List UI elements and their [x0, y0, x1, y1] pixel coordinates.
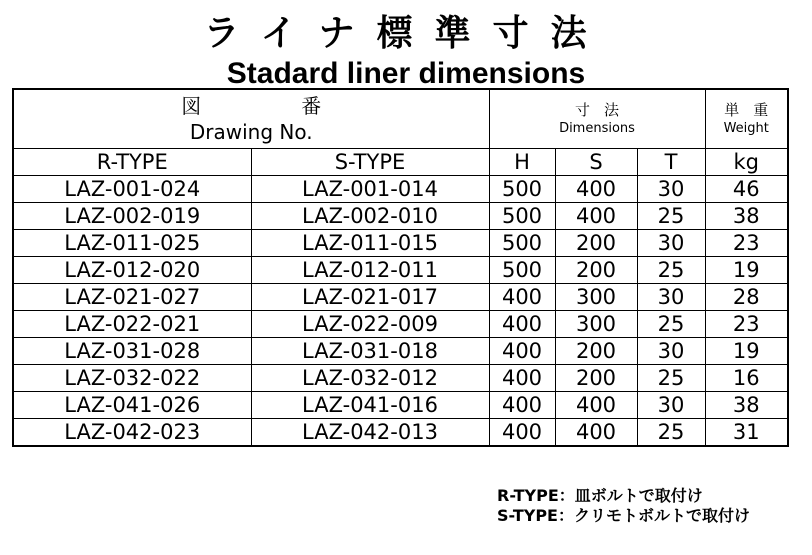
- table-row: [13, 338, 788, 365]
- size-value: 300: [555, 284, 637, 311]
- thickness-value: 25: [637, 203, 705, 230]
- r-type-drawing-number: LAZ-012-020: [13, 257, 251, 284]
- thickness-value: 25: [637, 311, 705, 338]
- note-s-type: S-TYPE：クリモトボルトで取付け: [497, 506, 750, 525]
- weight-value: 19: [705, 338, 788, 365]
- column-header-kg: kg: [705, 149, 788, 176]
- table-group-header-row: [13, 89, 788, 149]
- s-type-drawing-number: LAZ-021-017: [251, 284, 489, 311]
- drawing-number-header-en: Drawing No.: [189, 120, 313, 144]
- thickness-value: 25: [637, 257, 705, 284]
- table-row: [13, 257, 788, 284]
- column-header-r-type: R-TYPE: [13, 149, 251, 176]
- table-row: [13, 392, 788, 419]
- weight-value: 16: [705, 365, 788, 392]
- height-value: 400: [489, 311, 555, 338]
- page-title-english: Stadard liner dimensions: [226, 57, 586, 90]
- r-type-drawing-number: LAZ-022-021: [13, 311, 251, 338]
- table-row: [13, 176, 788, 203]
- column-header-h: H: [489, 149, 555, 176]
- liner-dimensions-table: [12, 88, 789, 447]
- dimensions-header-en: Dimensions: [559, 121, 635, 136]
- weight-value: 23: [705, 230, 788, 257]
- weight-value: 38: [705, 203, 788, 230]
- s-type-drawing-number: LAZ-031-018: [251, 338, 489, 365]
- thickness-value: 30: [637, 176, 705, 203]
- thickness-value: 25: [637, 365, 705, 392]
- r-type-drawing-number: LAZ-011-025: [13, 230, 251, 257]
- weight-header: [705, 89, 788, 149]
- r-type-drawing-number: LAZ-032-022: [13, 365, 251, 392]
- table-row: [13, 311, 788, 338]
- size-value: 400: [555, 419, 637, 447]
- weight-value: 28: [705, 284, 788, 311]
- size-value: 200: [555, 338, 637, 365]
- weight-value: 31: [705, 419, 788, 447]
- height-value: 500: [489, 176, 555, 203]
- thickness-value: 25: [637, 419, 705, 447]
- height-value: 400: [489, 392, 555, 419]
- s-type-drawing-number: LAZ-022-009: [251, 311, 489, 338]
- s-type-drawing-number: LAZ-032-012: [251, 365, 489, 392]
- size-value: 400: [555, 203, 637, 230]
- table-row: [13, 230, 788, 257]
- thickness-value: 30: [637, 230, 705, 257]
- r-type-drawing-number: LAZ-021-027: [13, 284, 251, 311]
- height-value: 400: [489, 419, 555, 447]
- height-value: 500: [489, 230, 555, 257]
- column-header-s: S: [555, 149, 637, 176]
- height-value: 400: [489, 284, 555, 311]
- s-type-drawing-number: LAZ-012-011: [251, 257, 489, 284]
- height-value: 400: [489, 338, 555, 365]
- height-value: 500: [489, 257, 555, 284]
- r-type-drawing-number: LAZ-041-026: [13, 392, 251, 419]
- drawing-number-header-jp: 図番: [181, 94, 422, 118]
- weight-header-en: Weight: [723, 121, 769, 136]
- size-value: 400: [555, 392, 637, 419]
- r-type-drawing-number: LAZ-042-023: [13, 419, 251, 447]
- size-value: 200: [555, 230, 637, 257]
- weight-header-jp: 単重: [724, 101, 783, 119]
- note-r-type: R-TYPE：皿ボルトで取付け: [497, 486, 703, 505]
- s-type-drawing-number: LAZ-042-013: [251, 419, 489, 447]
- r-type-drawing-number: LAZ-001-024: [13, 176, 251, 203]
- column-header-s-type: S-TYPE: [251, 149, 489, 176]
- size-value: 200: [555, 365, 637, 392]
- dimensions-header: [489, 89, 705, 149]
- table-row: [13, 419, 788, 447]
- weight-value: 46: [705, 176, 788, 203]
- table-row: [13, 284, 788, 311]
- height-value: 500: [489, 203, 555, 230]
- s-type-drawing-number: LAZ-011-015: [251, 230, 489, 257]
- s-type-drawing-number: LAZ-041-016: [251, 392, 489, 419]
- weight-value: 23: [705, 311, 788, 338]
- r-type-drawing-number: LAZ-031-028: [13, 338, 251, 365]
- r-type-drawing-number: LAZ-002-019: [13, 203, 251, 230]
- mounting-notes: [497, 486, 750, 526]
- drawing-number-header: [13, 89, 489, 149]
- s-type-drawing-number: LAZ-001-014: [251, 176, 489, 203]
- s-type-drawing-number: LAZ-002-010: [251, 203, 489, 230]
- size-value: 200: [555, 257, 637, 284]
- weight-value: 19: [705, 257, 788, 284]
- page-title-japanese: ライナ標準寸法: [203, 13, 609, 54]
- weight-value: 38: [705, 392, 788, 419]
- table-column-header-row: [13, 149, 788, 176]
- size-value: 400: [555, 176, 637, 203]
- size-value: 300: [555, 311, 637, 338]
- height-value: 400: [489, 365, 555, 392]
- table-body: [13, 176, 788, 447]
- dimensions-header-jp: 寸法: [574, 101, 633, 119]
- thickness-value: 30: [637, 284, 705, 311]
- column-header-t: T: [637, 149, 705, 176]
- thickness-value: 30: [637, 392, 705, 419]
- table-row: [13, 203, 788, 230]
- thickness-value: 30: [637, 338, 705, 365]
- table-row: [13, 365, 788, 392]
